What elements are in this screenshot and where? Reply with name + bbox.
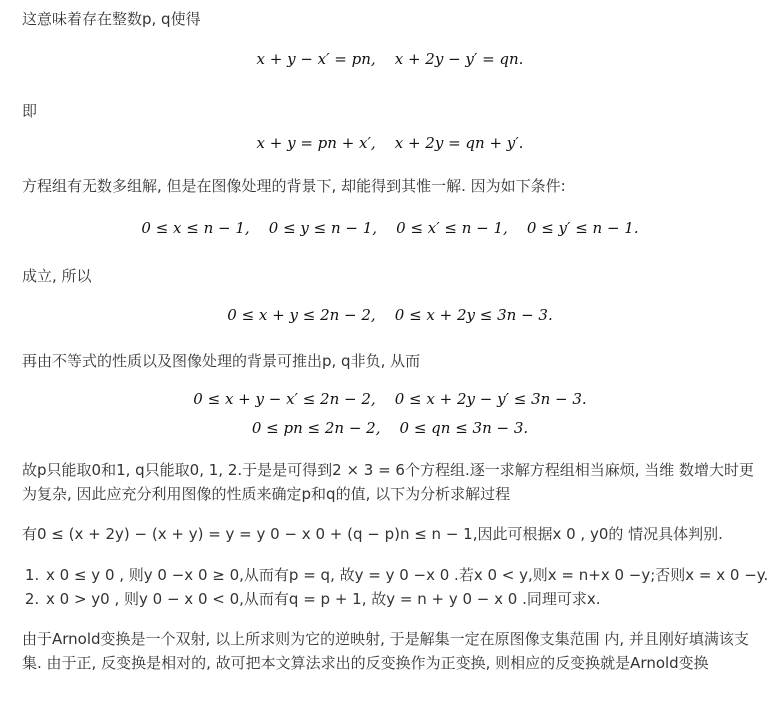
paragraph-arnold: 由于Arnold变换是一个双射, 以上所求则为它的逆映射, 于是解集一定在原图像支集范围 内, 并且刚好填满该支集. 由于正, 反变换是相对的, 故可把本文算法求出的反变换作为正变换, 则相应的反变换就是Arnold变换 [22,630,749,672]
equation-1: x + y − x′ = pn, x + 2y − y′ = qn. [256,50,524,68]
paragraph-y-bound: 有0 ≤ (x + 2y) − (x + y) = y = y 0 − x 0 + (q − p)n ≤ n − 1,因此可根据x 0 , y0的 情况具体判别. [22,525,723,543]
equation-6: 0 ≤ pn ≤ 2n − 2, 0 ≤ qn ≤ 3n − 3. [251,419,529,437]
paragraph-nonnegative: 再由不等式的性质以及图像处理的背景可推出p, q非负, 从而 [22,352,421,370]
equation-2: x + y = pn + x′, x + 2y = qn + y′. [256,134,524,152]
case-list [22,563,780,611]
paragraph-therefore: 成立, 所以 [22,267,92,285]
paragraph-conditions: 方程组有无数多组解, 但是在图像处理的背景下, 却能得到其惟一解. 因为如下条件: [22,177,566,195]
paragraph-p-q-values: 故p只能取0和1, q只能取0, 1, 2.于是是可得到2 × 3 = 6个方程组.逐一求解方程组相当麻烦, 当维 数增大时更为复杂, 因此应充分利用图像的性质来确定p和q的值, 以下为分析求解过程 [22,461,755,503]
equation-4: 0 ≤ x + y ≤ 2n − 2, 0 ≤ x + 2y ≤ 3n − 3. [227,306,553,324]
case-list-item-1: 1. x 0 ≤ y 0 , 则y 0 −x 0 ≥ 0,从而有p = q, 故y = y 0 −x 0 .若x 0 < y,则x = n+x 0 −y;否则x = x 0 −y. [44,563,780,587]
intro-text: 这意味着存在整数p, q使得 [22,10,201,28]
ji-text: 即 [22,102,38,120]
equation-3: 0 ≤ x ≤ n − 1, 0 ≤ y ≤ n − 1, 0 ≤ x′ ≤ n − 1, 0 ≤ y′ ≤ n − 1. [141,219,639,237]
case-list-item-2: 2. x 0 > y0 , 则y 0 − x 0 < 0,从而有q = p + 1, 故y = n + y 0 − x 0 .同理可求x. [44,587,780,611]
equation-5: 0 ≤ x + y − x′ ≤ 2n − 2, 0 ≤ x + 2y − y′ ≤ 3n − 3. [193,390,587,408]
